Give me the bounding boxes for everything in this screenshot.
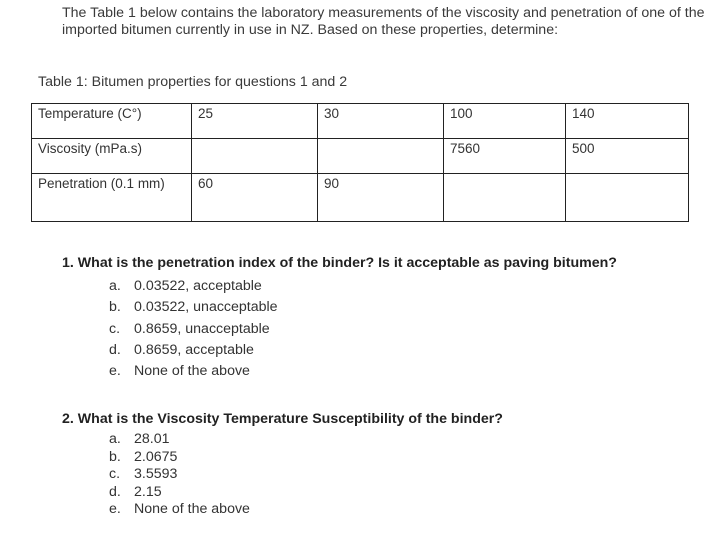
- table-cell: [192, 139, 318, 174]
- table-cell: [318, 139, 444, 174]
- intro-paragraph: The Table 1 below contains the laboratory measurements of the viscosity and penetration of one of the imported bitumen currently in use in NZ. Based on these properties, determine:: [62, 5, 705, 38]
- option-letter: b.: [109, 448, 121, 465]
- option-item: [109, 319, 278, 340]
- option-text: 0.8659, unacceptable: [134, 320, 270, 337]
- option-text: None of the above: [134, 501, 250, 517]
- option-letter: c.: [109, 466, 121, 482]
- option-text: 2.15: [134, 483, 162, 500]
- table-cell: 25: [192, 104, 318, 139]
- option-item: [109, 297, 278, 318]
- option-text: 2.0675: [134, 448, 178, 465]
- table-row-penetration: [32, 174, 689, 222]
- option-letter: a.: [109, 431, 121, 447]
- question-2: 2. What is the Viscosity Temperature Susceptibility of the binder?: [62, 411, 503, 427]
- option-item: [109, 431, 250, 449]
- table-cell: 60: [192, 174, 318, 222]
- option-item: [109, 340, 278, 361]
- table-row-viscosity: [32, 139, 689, 174]
- option-text: 0.03522, acceptable: [134, 278, 262, 294]
- table-cell: 140: [566, 104, 689, 139]
- table-cell: 500: [566, 139, 689, 174]
- table-cell: Penetration (0.1 mm): [32, 174, 192, 222]
- table-cell: Temperature (C°): [32, 104, 192, 139]
- option-letter: d.: [109, 341, 121, 358]
- option-text: 0.03522, unacceptable: [134, 299, 278, 316]
- option-letter: e.: [109, 363, 121, 380]
- table-cell: [444, 174, 566, 222]
- table-caption: Table 1: Bitumen properties for questions 1 and 2: [38, 74, 348, 90]
- question-1: 1. What is the penetration index of the binder? Is it acceptable as paving bitumen?: [62, 255, 617, 271]
- option-item: [109, 449, 250, 467]
- option-letter: a.: [109, 278, 121, 294]
- option-text: 3.5593: [134, 466, 178, 482]
- option-letter: b.: [109, 299, 121, 316]
- option-item: [109, 276, 278, 297]
- table-cell: Viscosity (mPa.s): [32, 139, 192, 174]
- table-cell: 100: [444, 104, 566, 139]
- option-item: [109, 484, 250, 502]
- table-cell: 30: [318, 104, 444, 139]
- option-letter: c.: [109, 320, 121, 337]
- table-cell: [566, 174, 689, 222]
- option-text: None of the above: [134, 363, 250, 380]
- table-row-temperature: [32, 104, 689, 139]
- option-letter: d.: [109, 483, 121, 500]
- option-item: [109, 361, 278, 382]
- option-letter: e.: [109, 501, 121, 517]
- bitumen-properties-table: [31, 103, 689, 222]
- question-2-options: [109, 431, 250, 519]
- table-cell: 7560: [444, 139, 566, 174]
- option-text: 28.01: [134, 431, 170, 447]
- table-cell: 90: [318, 174, 444, 222]
- option-item: [109, 501, 250, 519]
- option-item: [109, 466, 250, 484]
- question-1-options: [109, 276, 278, 382]
- option-text: 0.8659, acceptable: [134, 341, 254, 358]
